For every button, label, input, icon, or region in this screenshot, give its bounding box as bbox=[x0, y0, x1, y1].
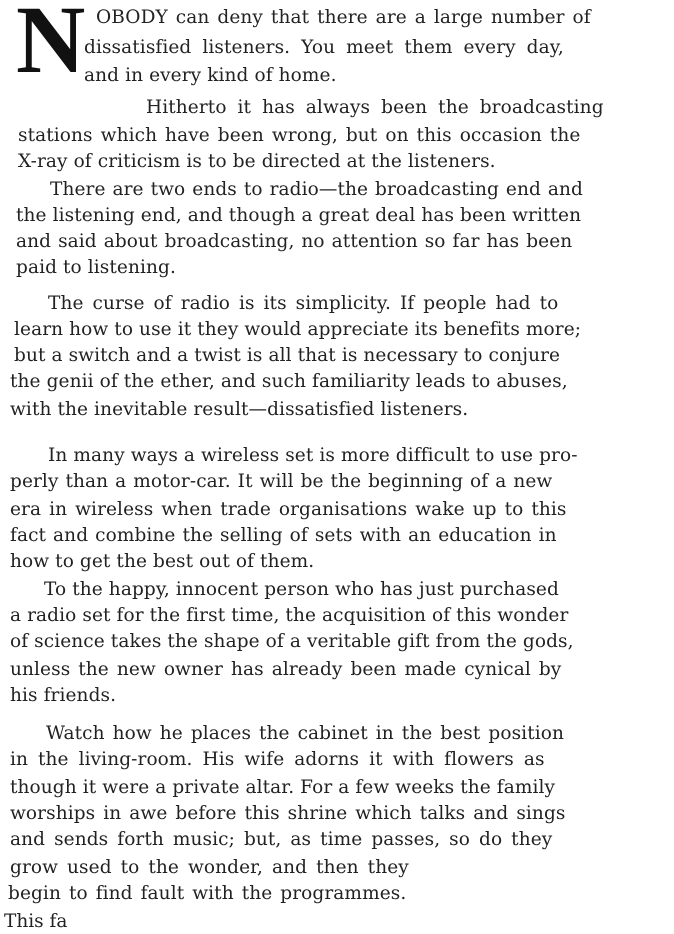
text-line: stations which have been wrong, but on this occasion the bbox=[18, 125, 581, 146]
text-line: To the happy, innocent person who has just purchased bbox=[44, 579, 559, 600]
text-line: fact and combine the selling of sets with an education in bbox=[10, 525, 557, 546]
text-line: his friends. bbox=[10, 685, 117, 706]
text-line: X-ray of criticism is to be directed at the listeners. bbox=[18, 151, 496, 172]
text-line: the listening end, and though a great deal has been written bbox=[16, 205, 582, 226]
text-line: In many ways a wireless set is more difficult to use pro- bbox=[48, 445, 578, 466]
text-line: learn how to use it they would appreciate its benefits more; bbox=[14, 319, 582, 340]
text-line: begin to find fault with the programmes. bbox=[8, 883, 407, 904]
text-line: though it were a private altar. For a few weeks the family bbox=[10, 777, 556, 798]
text-line: era in wireless when trade organisations wake up to this bbox=[10, 499, 567, 520]
text-line: a radio set for the first time, the acquisition of this wonder bbox=[10, 605, 569, 626]
text-line: and sends forth music; but, as time passes, so do they bbox=[10, 829, 553, 850]
cutoff-text-line: This fa bbox=[4, 911, 68, 932]
text-line: grow used to the wonder, and then they bbox=[10, 857, 409, 878]
text-line: the genii of the ether, and such familiarity leads to abuses, bbox=[10, 371, 568, 392]
text-line: Watch how he places the cabinet in the best position bbox=[46, 723, 565, 744]
text-line: paid to listening. bbox=[16, 257, 176, 278]
text-line: OBODY can deny that there are a large number of bbox=[96, 7, 591, 28]
text-line: and said about broadcasting, no attention so far has been bbox=[16, 231, 573, 252]
text-line: of science takes the shape of a veritable gift from the gods, bbox=[10, 631, 574, 652]
text-line: how to get the best out of them. bbox=[10, 551, 315, 572]
text-line: Hitherto it has always been the broadcasting bbox=[146, 97, 604, 118]
text-line: unless the new owner has already been made cynical by bbox=[10, 659, 562, 680]
drop-cap-letter: N bbox=[16, 0, 86, 93]
text-line: with the inevitable result—dissatisfied listeners. bbox=[10, 399, 469, 420]
text-line: perly than a motor-car. It will be the beginning of a new bbox=[10, 471, 553, 492]
text-line: worships in awe before this shrine which talks and sings bbox=[10, 803, 566, 824]
text-line: but a switch and a twist is all that is necessary to conjure bbox=[14, 345, 561, 366]
text-line: and in every kind of home. bbox=[84, 65, 337, 86]
text-line: in the living-room. His wife adorns it with flowers as bbox=[10, 749, 545, 770]
text-line: dissatisfied listeners. You meet them every day, bbox=[84, 37, 564, 58]
text-line: The curse of radio is its simplicity. If people had to bbox=[48, 293, 559, 314]
text-line: There are two ends to radio—the broadcasting end and bbox=[50, 179, 583, 200]
